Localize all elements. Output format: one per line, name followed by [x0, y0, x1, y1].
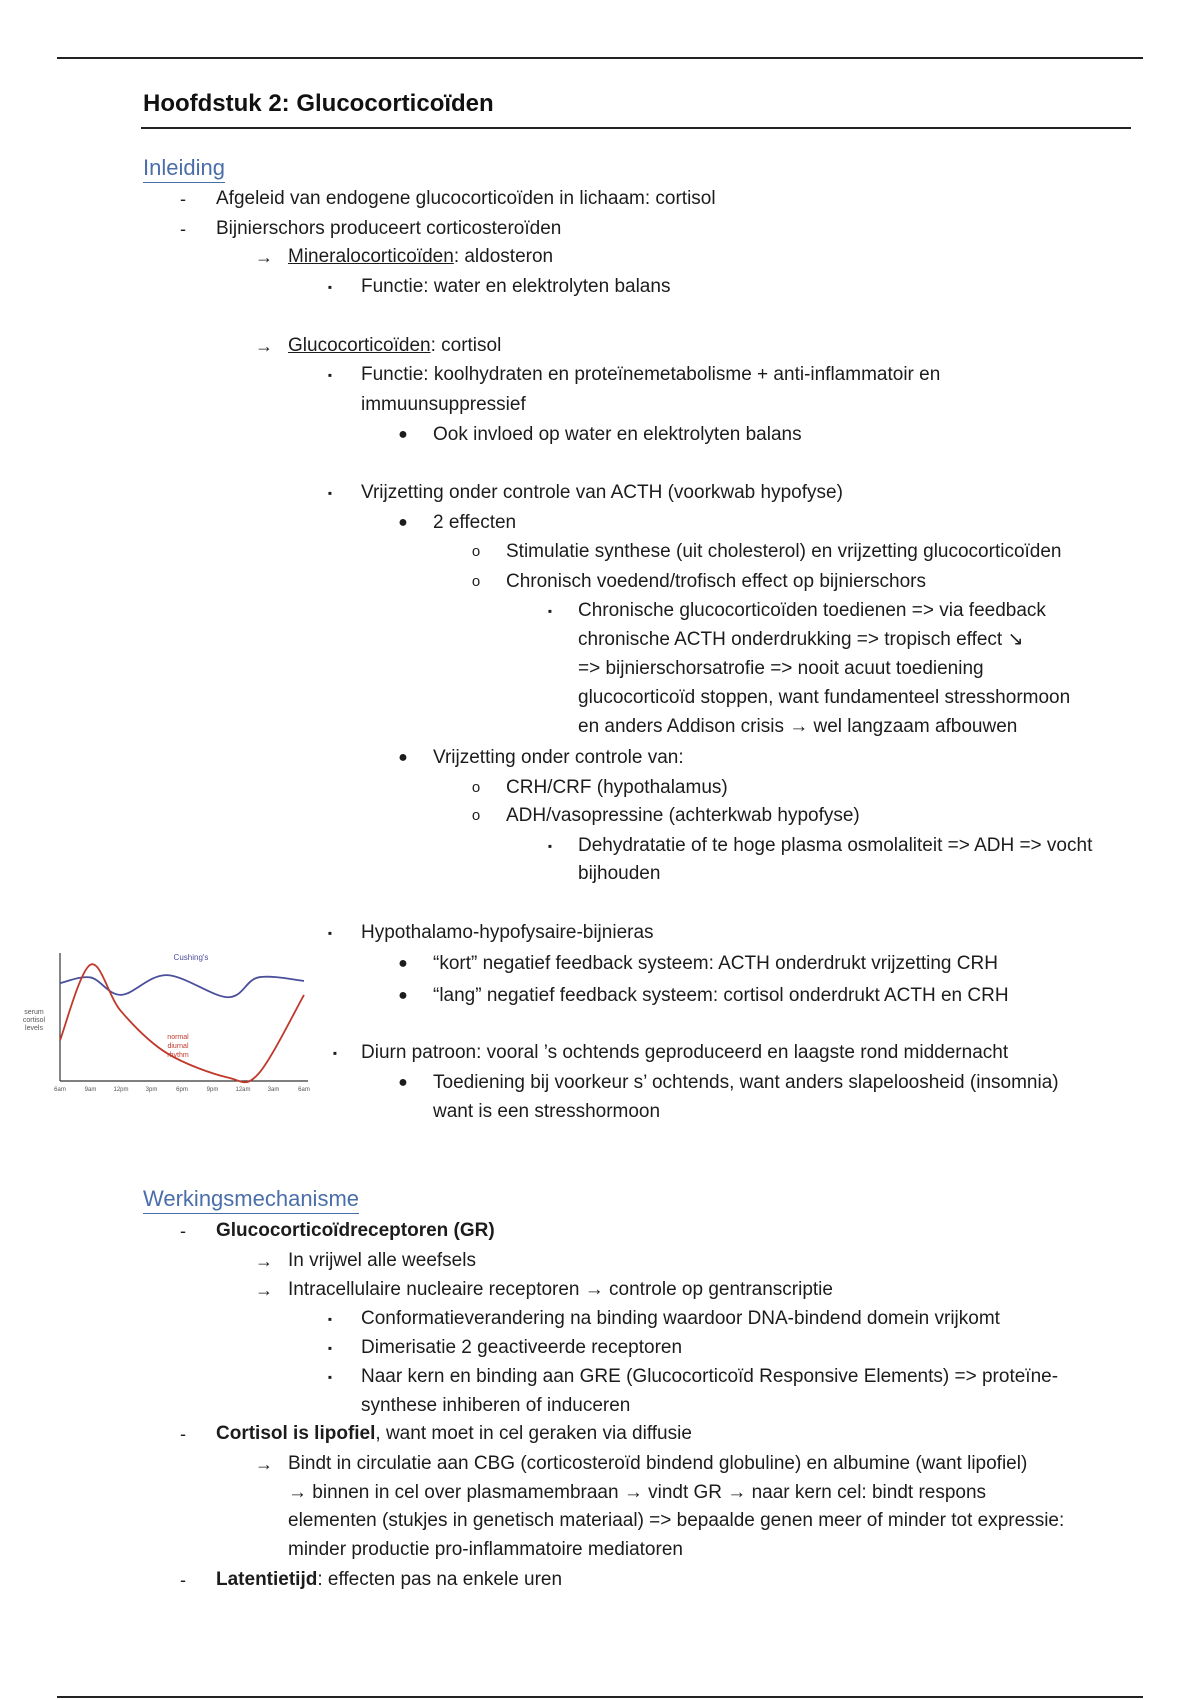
bullet-circle: o: [471, 543, 481, 560]
line-dehydratatie-2: bijhouden: [578, 863, 661, 884]
line-chronisch-detail-3: => bijnierschorsatrofie => nooit acuut toediening: [578, 658, 984, 679]
line-hypothalamo: Hypothalamo-hypofysaire-bijnieras: [361, 922, 654, 943]
bullet-dot: ●: [398, 987, 408, 1004]
line-chronisch: Chronisch voedend/trofisch effect op bijnierschors: [506, 571, 926, 592]
arrow-icon: →: [255, 336, 273, 356]
chart-x-tick-label: 3pm: [145, 1087, 158, 1093]
bullet-square: ▪: [327, 1341, 333, 1355]
line-vrijzetting-van: Vrijzetting onder controle van:: [433, 747, 684, 768]
bullet-circle: o: [471, 573, 481, 590]
bullet-square: ▪: [332, 1046, 338, 1060]
line-stimulatie: Stimulatie synthese (uit cholesterol) en vrijzetting glucocorticoïden: [506, 541, 1062, 562]
lipofiel-rest: , want moet in cel geraken via diffusie: [375, 1423, 692, 1444]
chart-x-tick-label: 9am: [84, 1087, 97, 1093]
page-bottom-rule: [57, 1696, 1143, 1698]
chart-x-tick-label: 3am: [267, 1087, 280, 1093]
bullet-dot: ●: [398, 514, 408, 531]
line-toediening-2: want is een stresshormoon: [433, 1101, 661, 1122]
line-bindt-4: minder productie pro-inflammatoire mediatoren: [288, 1539, 683, 1560]
line-gluco-functie-2: immuunsuppressief: [361, 394, 526, 415]
section-heading-inleiding: Inleiding: [143, 155, 225, 183]
line-intracellulair: Intracellulaire nucleaire receptoren → controle op gentranscriptie: [288, 1279, 833, 1300]
chart-ylabel-line: levels: [25, 1025, 43, 1032]
line-chronisch-detail-2: chronische ACTH onderdrukking => tropisch effect ↘: [578, 629, 1024, 650]
gluco-rest: : cortisol: [430, 335, 502, 356]
line-bindt-3: elementen (stukjes in genetisch materiaal) => bepaalde genen meer of minder tot expressie:: [288, 1510, 1065, 1531]
line-toediening-1: Toediening bij voorkeur s’ ochtends, want anders slapeloosheid (insomnia): [433, 1072, 1059, 1093]
chart-series-line: [60, 975, 304, 997]
line-gluco: [288, 334, 501, 358]
line-vrijzetting-acth: Vrijzetting onder controle van ACTH (voorkwab hypofyse): [361, 482, 843, 503]
line-crh: CRH/CRF (hypothalamus): [506, 777, 728, 798]
line-latentie: [216, 1568, 562, 1592]
line-mineralo: [288, 245, 553, 269]
chart-series-line: [60, 964, 304, 1082]
bullet-square: ▪: [547, 604, 553, 618]
bullet-dot: ●: [398, 1074, 408, 1091]
line-dehydratatie-1: Dehydratatie of te hoge plasma osmolaliteit => ADH => vocht: [578, 835, 1093, 856]
line-ook-invloed: Ook invloed op water en elektrolyten balans: [433, 424, 802, 445]
bullet-dot: ●: [398, 426, 408, 443]
line-conformatie: Conformatieverandering na binding waardoor DNA-bindend domein vrijkomt: [361, 1308, 1000, 1329]
chapter-title-rule: [141, 127, 1131, 129]
line-lipofiel: [216, 1422, 692, 1446]
line-dimerisatie: Dimerisatie 2 geactiveerde receptoren: [361, 1337, 683, 1358]
latentie-bold: Latentietijd: [216, 1569, 318, 1590]
page-top-rule: [57, 57, 1143, 59]
chart-x-tick-label: 6pm: [176, 1087, 188, 1093]
arrow-icon: →: [255, 1280, 273, 1300]
bullet-dash: -: [180, 1570, 186, 1590]
line-2-effecten: 2 effecten: [433, 512, 517, 533]
line-chronisch-detail-4: glucocorticoïd stoppen, want fundamenteel stresshormoon: [578, 687, 1071, 708]
chart-ticks: [54, 1087, 310, 1093]
mineralo-rest: : aldosteron: [453, 246, 554, 267]
line-bijnierschors: Bijnierschors produceert corticosteroïden: [216, 218, 562, 239]
chart-x-tick-label: 6am: [54, 1087, 66, 1093]
line-bindt-1: Bindt in circulatie aan CBG (corticosteroïd bindend globuline) en albumine (want lipofiel): [288, 1453, 1028, 1474]
term-glucocorticoiden: Glucocorticoïden: [288, 335, 431, 356]
chart-annotation-diurnal: diurnal: [167, 1043, 189, 1050]
arrow-icon: →: [255, 247, 273, 267]
bullet-dash: -: [180, 189, 186, 209]
line-mineralo-functie: Functie: water en elektrolyten balans: [361, 276, 671, 297]
latentie-rest: : effecten pas na enkele uren: [317, 1569, 563, 1590]
bullet-circle: o: [471, 807, 481, 824]
line-gr: Glucocorticoïdreceptoren (GR): [216, 1220, 495, 1241]
line-afgeleid: Afgeleid van endogene glucocorticoïden in lichaam: cortisol: [216, 188, 716, 209]
chart-annotation-normal: normal: [167, 1034, 189, 1041]
bullet-square: ▪: [327, 926, 333, 940]
section-heading-werkingsmechanisme: Werkingsmechanisme: [143, 1186, 359, 1214]
bullet-square: ▪: [547, 839, 553, 853]
line-kort-feedback: “kort” negatief feedback systeem: ACTH onderdrukt vrijzetting CRH: [433, 953, 998, 974]
bullet-square: ▪: [327, 280, 333, 294]
arrow-icon: →: [255, 1251, 273, 1271]
chart-annotation-rhythm: rhythm: [167, 1052, 189, 1059]
line-diurn: Diurn patroon: vooral ’s ochtends geproduceerd en laagste rond middernacht: [361, 1042, 1009, 1063]
chapter-title: Hoofdstuk 2: Glucocorticoïden: [143, 90, 494, 117]
bullet-dash: -: [180, 219, 186, 239]
term-mineralocorticoiden: Mineralocorticoïden: [288, 246, 454, 267]
bullet-dot: ●: [398, 749, 408, 766]
bullet-square: ▪: [327, 1370, 333, 1384]
chart-ylabel-line: serum: [24, 1009, 44, 1016]
bullet-square: ▪: [327, 368, 333, 382]
chart-x-tick-label: 6am: [298, 1087, 310, 1093]
line-chronisch-detail-5: en anders Addison crisis → wel langzaam afbouwen: [578, 716, 1018, 737]
chart-x-tick-label: 9pm: [206, 1087, 219, 1093]
bullet-square: ▪: [327, 486, 333, 500]
line-kern-1: Naar kern en binding aan GRE (Glucocorticoïd Responsive Elements) => proteïne-: [361, 1366, 1059, 1387]
chart-x-tick-label: 12am: [235, 1087, 251, 1093]
bullet-circle: o: [471, 779, 481, 796]
cortisol-chart: [14, 945, 314, 1105]
lipofiel-bold: Cortisol is lipofiel: [216, 1423, 376, 1444]
line-bindt-2: → binnen in cel over plasmamembraan → vindt GR → naar kern cel: bindt respons: [288, 1482, 987, 1503]
line-lang-feedback: “lang” negatief feedback systeem: cortisol onderdrukt ACTH en CRH: [433, 985, 1009, 1006]
line-weefsels: In vrijwel alle weefsels: [288, 1250, 476, 1271]
arrow-icon: →: [255, 1454, 273, 1474]
bullet-square: ▪: [327, 1312, 333, 1326]
line-kern-2: synthese inhiberen of induceren: [361, 1395, 631, 1416]
line-adh: ADH/vasopressine (achterkwab hypofyse): [506, 805, 860, 826]
chart-x-tick-label: 12pm: [113, 1087, 129, 1093]
bullet-dash: -: [180, 1424, 186, 1444]
chart-ylabel-line: cortisol: [22, 1017, 46, 1024]
bullet-dash: -: [180, 1221, 186, 1241]
line-gluco-functie-1: Functie: koolhydraten en proteïnemetabolisme + anti-inflammatoir en: [361, 364, 941, 385]
chart-annotation-cushings: Cushing's: [173, 953, 209, 962]
bullet-dot: ●: [398, 955, 408, 972]
line-chronisch-detail-1: Chronische glucocorticoïden toedienen => via feedback: [578, 600, 1046, 621]
chart-series: [60, 964, 304, 1082]
